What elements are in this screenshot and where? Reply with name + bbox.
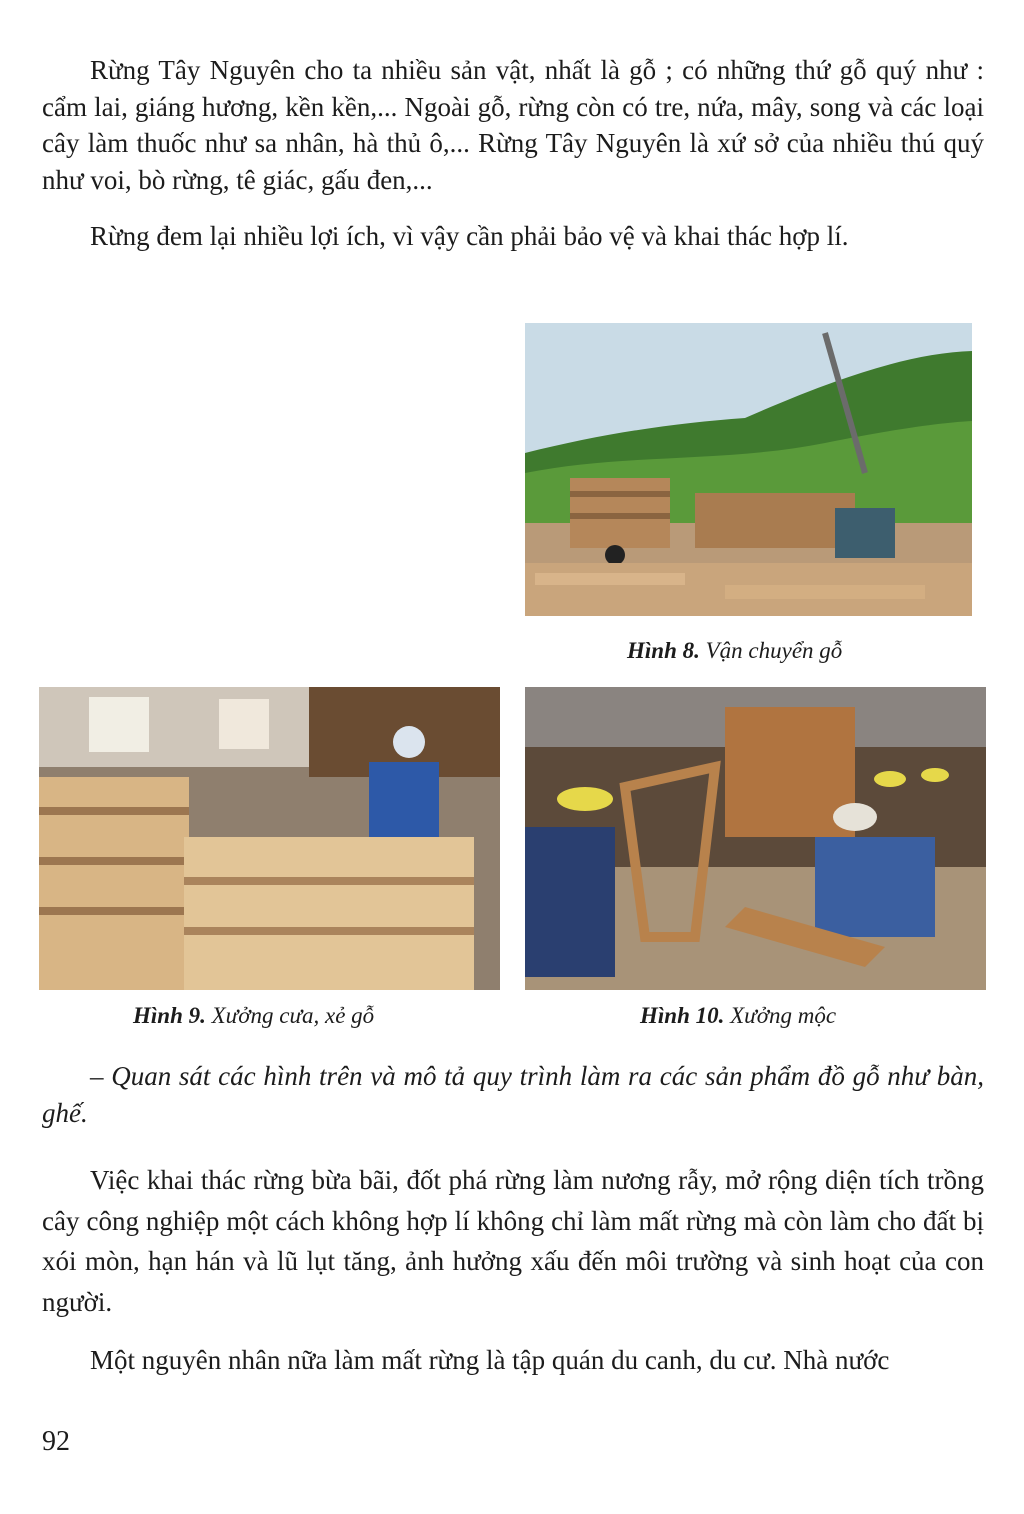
page-number: 92 bbox=[42, 1426, 70, 1457]
caption-label: Hình 8. bbox=[627, 638, 700, 663]
exercise-prompt: – Quan sát các hình trên và mô tả quy trình làm ra các sản phẩm đồ gỗ như bàn, ghế. bbox=[42, 1061, 984, 1128]
photo-sawmill bbox=[39, 687, 500, 990]
caption-figure-9 bbox=[133, 1003, 374, 1029]
paragraph-deforestation-effects: Việc khai thác rừng bừa bãi, đốt phá rừng làm nương rẫy, mở rộng diện tích trồng cây công nghiệp một cách không hợp lí không chỉ làm mất rừng mà còn làm cho đất bị xói mòn, hạn hán và lũ lụt tăng, ảnh hưởng xấu đến môi trường và sinh hoạt của con người. bbox=[42, 1165, 984, 1317]
caption-text: Vận chuyển gỗ bbox=[705, 638, 843, 663]
paragraph-shifting-cultivation: Một nguyên nhân nữa làm mất rừng là tập quán du canh, du cư. Nhà nước bbox=[90, 1345, 890, 1375]
caption-text: Xưởng cưa, xẻ gỗ bbox=[211, 1003, 375, 1028]
caption-figure-8 bbox=[627, 638, 842, 664]
caption-label: Hình 9. bbox=[133, 1003, 206, 1028]
photo-carpentry-workshop bbox=[525, 687, 986, 990]
photo-timber-transport bbox=[525, 323, 972, 616]
paragraph-forest-benefits: Rừng đem lại nhiều lợi ích, vì vậy cần phải bảo vệ và khai thác hợp lí. bbox=[90, 221, 849, 251]
caption-label: Hình 10. bbox=[640, 1003, 725, 1028]
caption-figure-10 bbox=[640, 1003, 836, 1029]
caption-text: Xưởng mộc bbox=[730, 1003, 837, 1028]
paragraph-forest-products: Rừng Tây Nguyên cho ta nhiều sản vật, nhất là gỗ ; có những thứ gỗ quý như : cẩm lai, giáng hương, kền kền,... Ngoài gỗ, rừng còn có tre, nứa, mây, song và các loại cây làm thuốc như sa nhân, hà thủ ô,... Rừng Tây Nguyên là xứ sở của nhiều thú quý như voi, bò rừng, tê giác, gấu đen,... bbox=[42, 55, 984, 195]
